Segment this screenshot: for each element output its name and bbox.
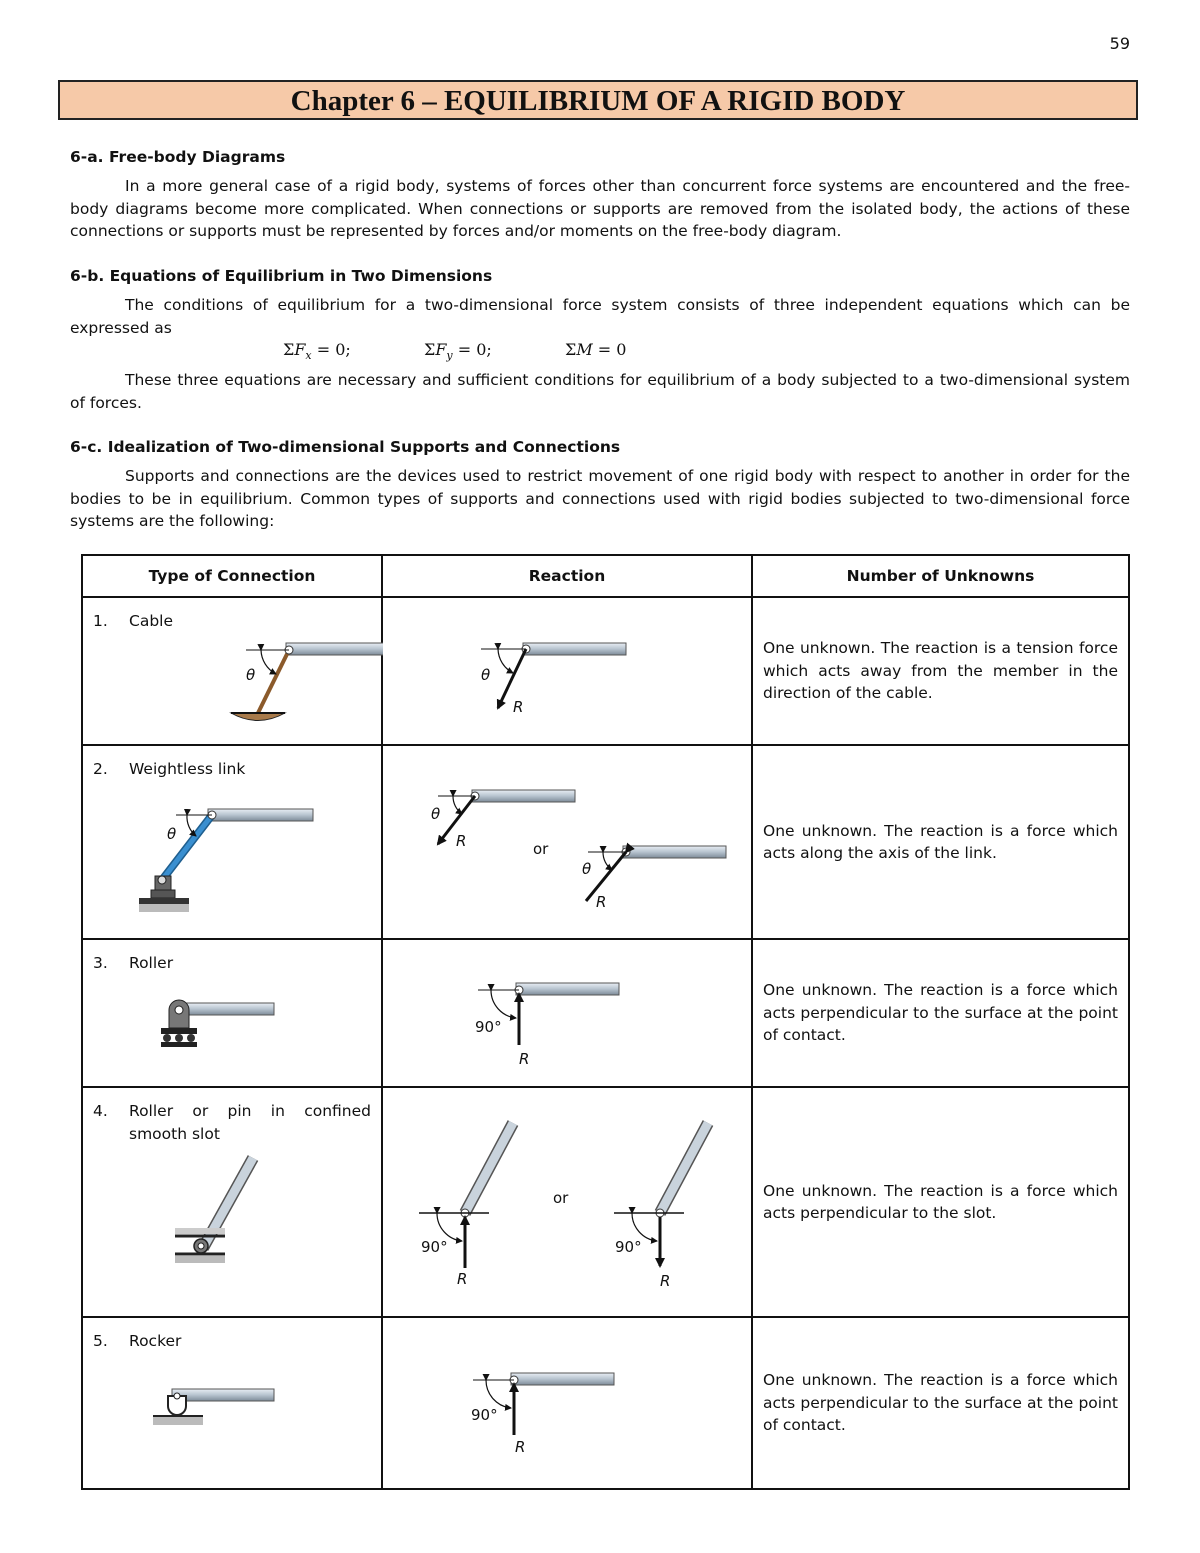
cell-type-rocker xyxy=(82,1317,382,1489)
equation-sum-fy: $\Sigma F_y = 0$; xyxy=(424,340,492,363)
connection-type-label: Weightless link xyxy=(129,760,246,778)
paragraph-6a-text: In a more general case of a rigid body, systems of forces other than concurrent force systems are encountered and the free-body diagrams become more complicated. When connections or supports are removed from the isolated body, the actions of these connections or supports must be represented by forces and/or moments on the free-body diagram. xyxy=(70,177,1130,240)
cell-unknowns-cable xyxy=(752,597,1129,745)
reaction-r-label: R xyxy=(519,1050,530,1068)
slot-reaction-diagram xyxy=(383,1088,753,1318)
weightless-link-diagram xyxy=(83,746,383,940)
cell-type-weightless-link xyxy=(82,745,382,939)
theta-label: θ xyxy=(582,860,592,878)
paragraph-6b-2 xyxy=(70,369,1130,414)
cell-type-slot xyxy=(82,1087,382,1317)
cell-unknowns-roller xyxy=(752,939,1129,1087)
weightless-link-reaction-diagram xyxy=(383,746,753,940)
section-heading-6c: 6-c. Idealization of Two-dimensional Supports and Connections xyxy=(70,438,621,456)
equation-sum-m: ΣM = 0 xyxy=(565,340,627,359)
table-row-roller xyxy=(82,939,1129,1087)
unknowns-description: One unknown. The reaction is a tension force which acts away from the member in the direction of the cable. xyxy=(763,639,1118,703)
equation-sum-fx: $\Sigma F_x = 0$; xyxy=(283,340,351,363)
or-label: or xyxy=(553,1189,569,1207)
or-label: or xyxy=(533,840,549,858)
connection-type-label: Rocker xyxy=(129,1332,182,1350)
reaction-r-label: R xyxy=(596,893,607,911)
section-heading-6b: 6-b. Equations of Equilibrium in Two Dimensions xyxy=(70,267,493,285)
theta-label: θ xyxy=(431,805,441,823)
cell-unknowns-slot xyxy=(752,1087,1129,1317)
theta-label: θ xyxy=(246,666,256,684)
reaction-r-label: R xyxy=(456,832,467,850)
supports-table xyxy=(81,554,1130,1490)
angle-arc xyxy=(261,650,276,674)
ground-hatch xyxy=(153,1417,203,1425)
row-number: 4. xyxy=(93,1102,108,1120)
cell-reaction-weightless-link xyxy=(382,745,752,939)
paragraph-6c-text: Supports and connections are the devices used to restrict movement of one rigid body with respect to another in order for the bodies to be in equilibrium. Common types of supports and connections used with rigid bodies subjected to two-dimensional force systems are the following: xyxy=(70,467,1130,530)
cell-unknowns-rocker xyxy=(752,1317,1129,1489)
row-number: 5. xyxy=(93,1332,108,1350)
cell-reaction-slot xyxy=(382,1087,752,1317)
unknowns-description: One unknown. The reaction is a force which acts perpendicular to the surface at the point of contact. xyxy=(763,981,1118,1045)
angle-90-label: 90° xyxy=(615,1238,642,1256)
cell-reaction-rocker xyxy=(382,1317,752,1489)
cable-reaction-diagram xyxy=(383,598,753,746)
cell-reaction-roller xyxy=(382,939,752,1087)
header-number-of-unknowns: Number of Unknowns xyxy=(752,555,1129,597)
slot-diagram xyxy=(83,1088,383,1318)
table-row-cable xyxy=(82,597,1129,745)
reaction-r-label: R xyxy=(660,1272,671,1290)
table-row-weightless-link xyxy=(82,745,1129,939)
table-row-rocker xyxy=(82,1317,1129,1489)
reaction-r-label: R xyxy=(513,698,524,716)
reaction-r-label: R xyxy=(515,1438,526,1456)
chapter-title: Chapter 6 – EQUILIBRIUM OF A RIGID BODY xyxy=(58,80,1138,120)
row-number: 1. xyxy=(93,612,108,630)
unknowns-description: One unknown. The reaction is a force which acts perpendicular to the slot. xyxy=(763,1181,1118,1222)
cable-diagram xyxy=(83,598,383,746)
theta-label: θ xyxy=(167,825,177,843)
row-number: 2. xyxy=(93,760,108,778)
connection-type-label: Roller xyxy=(129,954,174,972)
rocker-diagram xyxy=(83,1318,383,1490)
roller-diagram xyxy=(83,940,383,1088)
paragraph-6c xyxy=(70,465,1130,533)
header-reaction: Reaction xyxy=(382,555,752,597)
ground-hatch xyxy=(139,904,189,912)
roller-wheel xyxy=(163,1034,171,1042)
ground-hatch xyxy=(175,1256,225,1263)
paragraph-6a xyxy=(70,175,1130,243)
header-type-of-connection: Type of Connection xyxy=(82,555,382,597)
cell-type-roller xyxy=(82,939,382,1087)
paragraph-6b-2-text: These three equations are necessary and sufficient conditions for equilibrium of a body subjected to a two-dimensional system of forces. xyxy=(70,371,1130,412)
angle-90-label: 90° xyxy=(475,1018,502,1036)
reaction-r-label: R xyxy=(457,1270,468,1288)
roller-reaction-diagram xyxy=(383,940,753,1088)
connection-type-label: Cable xyxy=(129,612,174,630)
unknowns-description: One unknown. The reaction is a force which acts along the axis of the link. xyxy=(763,821,1118,862)
ground-anchor xyxy=(231,713,285,721)
rocker-reaction-diagram xyxy=(383,1318,753,1490)
section-heading-6a: 6-a. Free-body Diagrams xyxy=(70,148,286,166)
theta-label: θ xyxy=(481,666,491,684)
table-row-slot xyxy=(82,1087,1129,1317)
angle-90-label: 90° xyxy=(471,1406,498,1424)
row-number: 3. xyxy=(93,954,108,972)
cell-unknowns-weightless-link xyxy=(752,745,1129,939)
unknowns-description: One unknown. The reaction is a force which acts perpendicular to the surface at the point of contact. xyxy=(763,1371,1118,1435)
member-bar xyxy=(286,643,383,655)
angle-90-label: 90° xyxy=(421,1238,448,1256)
table-header-row xyxy=(82,555,1129,597)
paragraph-6b-1 xyxy=(70,294,1130,339)
connection-type-label: Roller or pin in confined smooth slot xyxy=(129,1102,371,1143)
page-number: 59 xyxy=(1109,34,1130,53)
cell-type-cable xyxy=(82,597,382,745)
cell-reaction-cable xyxy=(382,597,752,745)
paragraph-6b-1-text: The conditions of equilibrium for a two-dimensional force system consists of three independent equations which can be expressed as xyxy=(70,296,1130,337)
